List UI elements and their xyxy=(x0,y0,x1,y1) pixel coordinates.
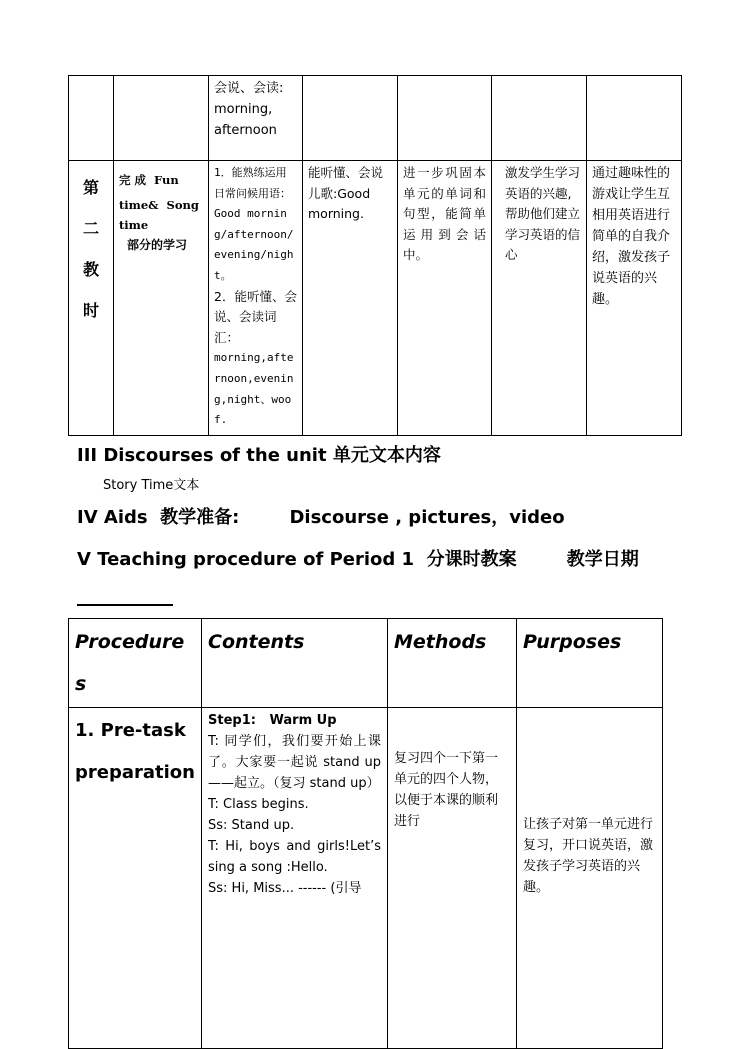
knowledge-line: 会说、会读: xyxy=(214,81,284,96)
emotion-cell xyxy=(492,76,587,161)
table-header-row xyxy=(69,619,663,708)
knowledge-cell xyxy=(209,76,303,161)
purposes-text: 让孩子对第一单元进行复习，开口说英语，激发孩子学习英语的兴趣。 xyxy=(523,817,654,895)
knowledge-text: morning,afternoon,evening,night、woof. xyxy=(214,351,294,427)
table-row xyxy=(69,161,682,436)
knowledge-cell xyxy=(209,161,303,436)
emotion-cell xyxy=(492,161,587,436)
knowledge-text: 1．能熟练运用日常问候用语：Good morning/afternoon/evening/night。 xyxy=(214,166,294,282)
header-contents: Contents xyxy=(202,619,388,708)
knowledge-line: afternoon xyxy=(214,123,277,138)
methods-text: 复习四个一下第一单元的四个人物，以便于本课的顺利进行 xyxy=(394,751,499,829)
table-row xyxy=(69,708,663,1049)
knowledge-text: 2．能听懂、会说、会读词汇： xyxy=(214,288,297,345)
story-time-text: Story Time文本 xyxy=(103,478,200,493)
skill-cell xyxy=(303,76,398,161)
period-cell xyxy=(69,76,114,161)
contents-cell xyxy=(202,708,388,1049)
period-char: 第 xyxy=(82,178,99,197)
contents-text: T: 同学们，我们要开始上课了。大家要一起说 stand up——起立。（复习 stand up） T: Class begins. Ss: Stand up. T: Hi, boys and girls!Let’s sing a song :Hello. Ss: Hi, Miss... ------ (引导 xyxy=(208,734,381,896)
task-line: 完 成 Fun xyxy=(119,173,179,187)
strategy-cell xyxy=(398,76,492,161)
date-underline xyxy=(77,604,173,606)
procedure-table xyxy=(68,618,663,1049)
knowledge-line: morning, xyxy=(214,102,273,117)
header-procedures: Procedures xyxy=(69,619,202,708)
table-row xyxy=(69,76,682,161)
step-title: Step1: Warm Up xyxy=(208,713,337,728)
culture-text: 通过趣味性的游戏让学生互相用英语进行简单的自我介绍，激发孩子说英语的兴趣。 xyxy=(592,166,671,307)
methods-cell xyxy=(388,708,517,1049)
emotion-text: 激发学生学习英语的兴趣,帮助他们建立学习英语的信心 xyxy=(505,165,581,263)
skill-text: 能听懂、会说儿歌:Good morning. xyxy=(308,165,384,222)
skill-cell xyxy=(303,161,398,436)
period-cell xyxy=(69,161,114,436)
culture-cell xyxy=(587,76,682,161)
procedure-heading: V Teaching procedure of Period 1 分课时教案 教学日期 xyxy=(77,549,639,570)
purposes-cell xyxy=(517,708,663,1049)
task-line: 部分的学习 xyxy=(127,238,188,252)
task-line: time xyxy=(119,218,149,232)
lesson-objectives-table xyxy=(68,75,682,436)
period-char: 时 xyxy=(82,301,99,320)
discourses-heading: III Discourses of the unit 单元文本内容 xyxy=(77,445,441,466)
task-cell xyxy=(114,161,209,436)
header-purposes: Purposes xyxy=(517,619,663,708)
period-char: 教 xyxy=(82,260,99,279)
task-cell xyxy=(114,76,209,161)
strategy-cell xyxy=(398,161,492,436)
header-methods: Methods xyxy=(388,619,517,708)
task-line: time& Song xyxy=(119,198,199,212)
procedure-cell: 1. Pre-task preparation xyxy=(69,708,202,1049)
aids-heading: IV Aids 教学准备: Discourse , pictures，video xyxy=(77,507,565,528)
culture-cell xyxy=(587,161,682,436)
period-char: 二 xyxy=(82,219,99,238)
strategy-text: 进一步巩固本单元的单词和句型，能简单运用到会话中。 xyxy=(403,165,486,263)
